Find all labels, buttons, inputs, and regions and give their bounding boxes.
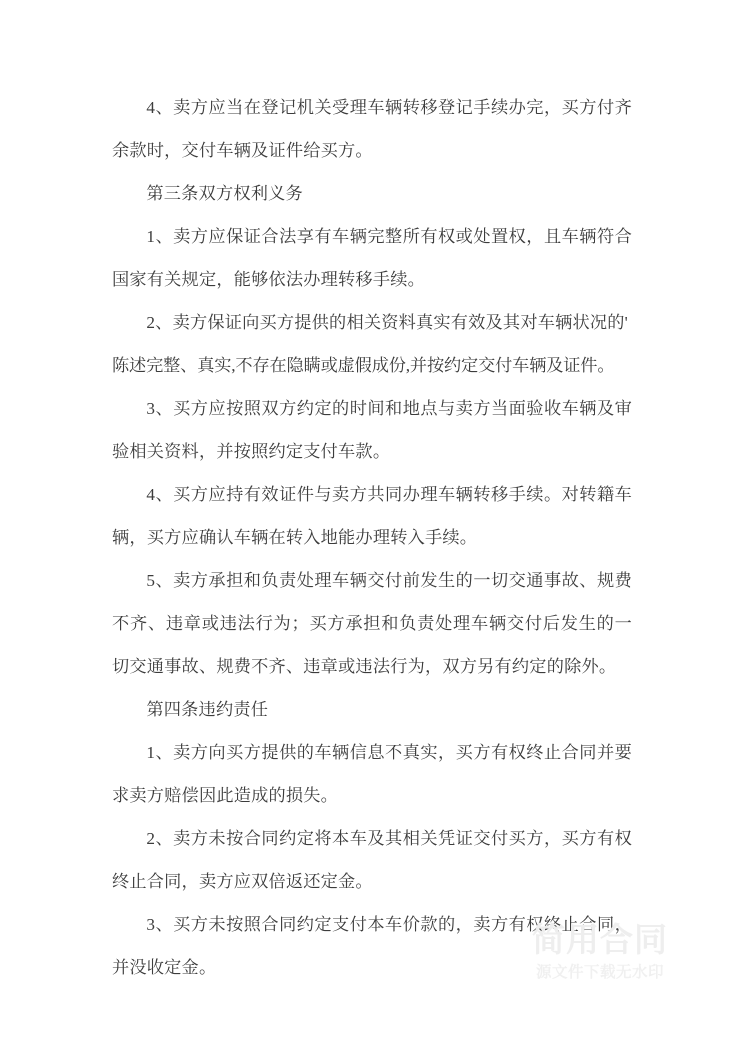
paragraph-article3-item5: 5、卖方承担和负责处理车辆交付前发生的一切交通事故、规费不齐、违章或违法行为；买方承担和负责处理车辆交付后发生的一切交通事故、规费不齐、违章或违法行为，双方另有约定的除外。: [112, 571, 632, 676]
paragraph-article4-item2: 2、卖方未按合同约定将本车及其相关凭证交付买方，买方有权终止合同，卖方应双倍返还定金。: [112, 829, 632, 891]
paragraph-article3-item2-line1: 2、卖方保证向买方提供的相关资料真实有效及其对车辆状况的': [146, 313, 628, 332]
paragraph-article3-item4: 4、买方应持有效证件与卖方共同办理车辆转移手续。对转籍车辆，买方应确认车辆在转入地能办理转入手续。: [112, 485, 632, 547]
paragraph-article2-item4: 4、卖方应当在登记机关受理车辆转移登记手续办完，买方付齐余款时，交付车辆及证件给买方。: [112, 98, 632, 160]
paragraph-article3-item1: 1、卖方应保证合法享有车辆完整所有权或处置权，且车辆符合国家有关规定，能够依法办理转移手续。: [112, 227, 632, 289]
document-text-body: [112, 86, 632, 989]
paragraph-article4-item1: 1、卖方向买方提供的车辆信息不真实，买方有权终止合同并要求卖方赔偿因此造成的损失。: [112, 743, 632, 805]
paragraph-article3-item2-line2: 陈述完整、真实,不存在隐瞒或虚假成份,并按约定交付车辆及证件。: [112, 356, 615, 375]
heading-article-3: 第三条双方权利义务: [146, 184, 303, 203]
heading-article-4: 第四条违约责任: [146, 700, 269, 719]
watermark-subtitle-text: 源文件下载无水印: [535, 963, 664, 981]
paragraph-article4-item3: 3、买方未按照合同约定支付本车价款的，卖方有权终止合同，并没收定金。: [112, 915, 632, 977]
paragraph-article3-item3: 3、买方应按照双方约定的时间和地点与卖方当面验收车辆及审验相关资料，并按照约定支付车款。: [112, 399, 632, 461]
watermark-brand-text: 简用合同: [532, 920, 668, 959]
